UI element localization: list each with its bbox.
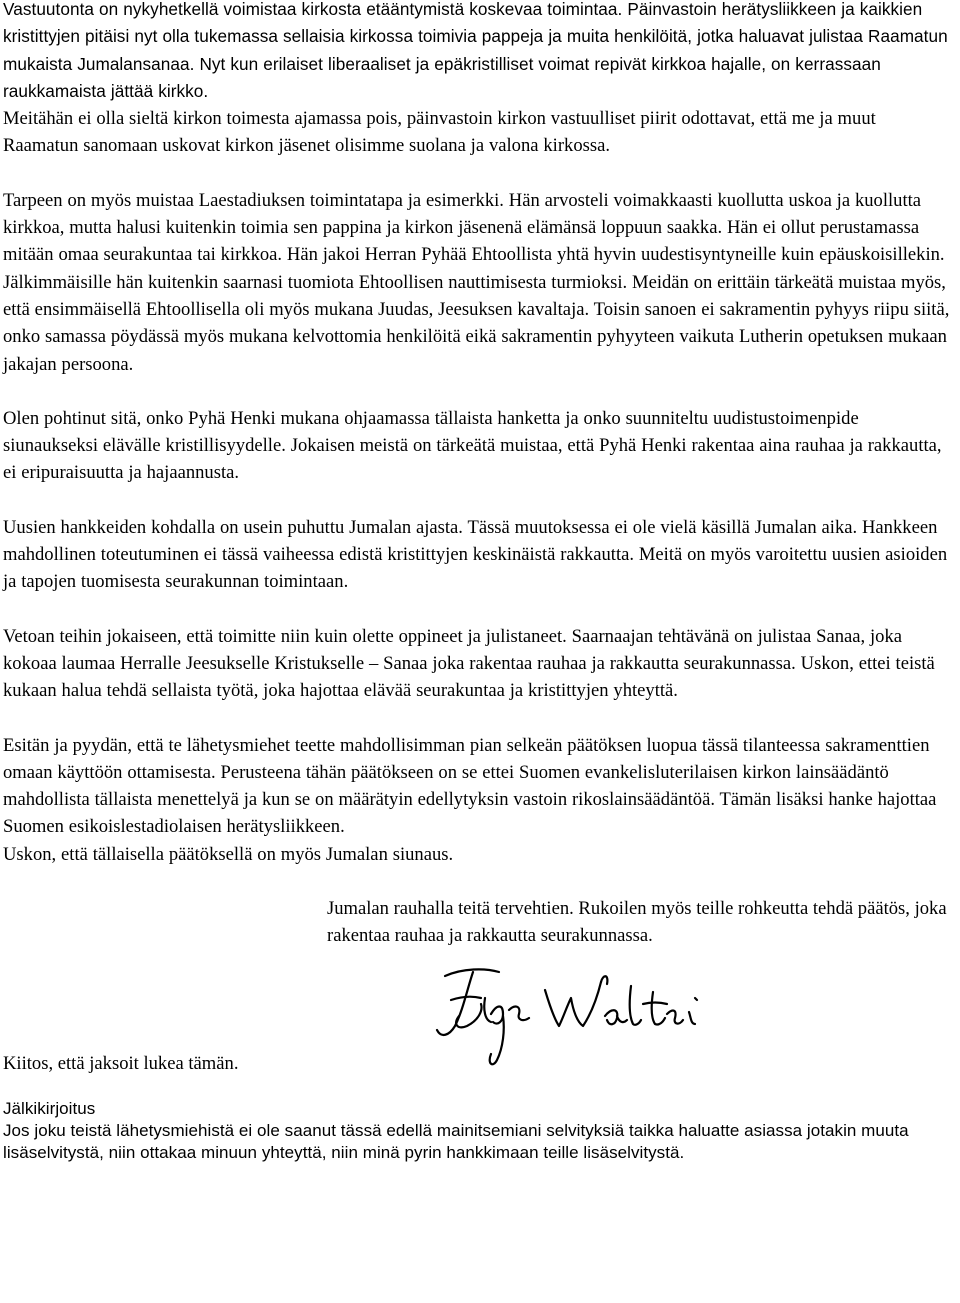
thanks-line: Kiitos, että jaksoit lukea tämän. — [3, 1052, 239, 1074]
paragraph-4: Olen pohtinut sitä, onko Pyhä Henki mukana ohjaamassa tällaista hanketta ja onko suunniteltu uudistustoimenpide siunaukseksi elävälle kristillisyydelle. Jokaisen meistä on tärkeätä muistaa, että Pyhä Henki rakentaa aina rauhaa ja rakkautta, ei eripuraisuutta ja hajaannusta. — [3, 407, 942, 484]
paragraph-1: Vastuutonta on nykyhetkellä voimistaa kirkosta etääntymistä koskevaa toimintaa. Päinvastoin herätysliikkeen ja kaikkien kristittyjen pitäisi nyt olla tukemassa sellaisia kirkossa toimivia pappeja ja muita henkilöitä, jotka haluavat julistaa Raamatun mukaista Jumalansanaa. Nyt kun erilaiset liberaaliset ja epäkristilliset voimat repivät kirkkoa hajalle, on kerrassaan raukkamaista jättää kirkko. — [3, 0, 948, 101]
paragraph-gap — [3, 868, 955, 895]
handwritten-signature — [433, 964, 723, 1074]
paragraph-2: Meitähän ei olla sieltä kirkon toimesta ajamassa pois, päinvastoin kirkon vastuulliset piirit odottavat, että me ja muut Raamatun sanomaan uskovat kirkon jäsenet olisimme suolana ja valona kirkossa. — [3, 108, 876, 157]
closing-greeting: Jumalan rauhalla teitä tervehtien. Rukoilen myös teille rohkeutta tehdä päätös, joka rakentaa rauhaa ja rakkautta seurakunnassa. — [327, 898, 947, 947]
postscript-heading: Jälkikirjoitus — [3, 1098, 96, 1118]
postscript-body: Jos joku teistä lähetysmiehistä ei ole saanut tässä edellä mainitsemiani selvityksiä taikka haluatte asiassa jotakin muuta lisäselvitystä, niin ottakaa minuun yhteyttä, niin minä pyrin hankkimaan teille lisäselvitystä. — [3, 1120, 909, 1163]
paragraph-gap — [3, 378, 955, 405]
paragraph-5: Uusien hankkeiden kohdalla on usein puhuttu Jumalan ajasta. Tässä muutoksessa ei ole vielä käsillä Jumalan aika. Hankkeen mahdollinen toteutuminen ei tässä vaiheessa edistä kristittyjen keskinäistä rakkautta. Meitä on myös varoitettu uusien asioiden ja tapojen tuomisesta seurakunnan toimintaan. — [3, 516, 948, 593]
letter-page — [3, 0, 955, 1165]
signature-row — [3, 950, 955, 1080]
paragraph-gap — [3, 705, 955, 732]
paragraph-gap — [3, 160, 955, 187]
paragraph-7: Esitän ja pyydän, että te lähetysmiehet teette mahdollisimman pian selkeän päätöksen luopua tässä tilanteessa sakramenttien omaan käyttöön ottamisesta. Perusteena tähän päätökseen on se ettei Suomen evankelisluterilaisen kirkon lainsäädäntö mahdollista tällaista menettelyä ja kun se on määrätyin edellytyksin vastoin rikoslainsäädäntöä. Tämän lisäksi hanke hajottaa Suomen esikoislestadiolaisen herätysliikkeen. — [3, 734, 937, 838]
paragraph-8: Uskon, että tällaisella päätöksellä on myös Jumalan siunaus. — [3, 843, 454, 865]
paragraph-gap — [3, 487, 955, 514]
paragraph-gap — [3, 596, 955, 623]
paragraph-3: Tarpeen on myös muistaa Laestadiuksen toimintatapa ja esimerkki. Hän arvosteli voimakkaasti kuollutta uskoa ja kuollutta kirkkoa, mutta halusi kuitenkin toimia sen pappina ja kirkon jäsenenä elämänsä loppuun saakka. Hän ei ollut perustamassa mitään omaa seurakuntaa tai kirkkoa. Hän jakoi Herran Pyhää Ehtoollista yhtä hyvin uudestisyntyneille kuin epäuskoisillekin. Jälkimmäisille hän kuitenkin saarnasi tuomiota Ehtoollisen nauttimisesta turmioksi. Meidän on erittäin tärkeätä muistaa myös, että ensimmäisellä Ehtoollisella oli myös mukana Juudas, Jeesuksen kavaltaja. Toisin sanoen ei sakramentin pyhyys riipu siitä, onko samassa pöydässä myös mukana kelvottomia henkilöitä eikä sakramentin pyhyyteen vaikuta Lutherin opetuksen mukaan jakajan persoona. — [3, 189, 950, 375]
paragraph-6: Vetoan teihin jokaiseen, että toimitte niin kuin olette oppineet ja julistaneet. Saarnaajan tehtävänä on julistaa Sanaa, joka kokoaa laumaa Herralle Jeesukselle Kristukselle – Sanaa joka rakentaa rauhaa ja rakkautta seurakunnassa. Uskon, ettei teistä kukaan halua tehdä sellaista työtä, joka hajottaa elävää seurakuntaa ja kristittyjen yhteyttä. — [3, 625, 935, 702]
